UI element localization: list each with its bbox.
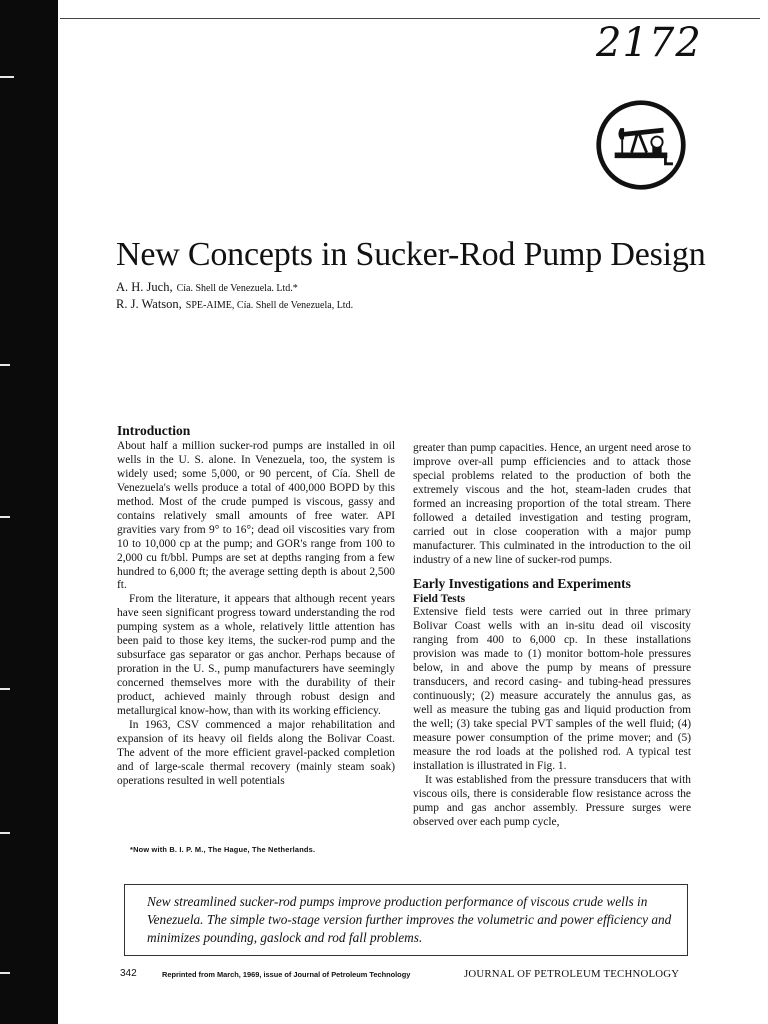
section-heading: Introduction (117, 423, 191, 438)
top-rule (60, 18, 760, 19)
reprint-note: Reprinted from March, 1969, issue of Journal of Petroleum Technology (162, 970, 411, 979)
scan-edge (0, 0, 58, 1024)
edge-mark (0, 972, 10, 974)
edge-mark (0, 832, 10, 834)
author-affiliation: SPE-AIME, Cía. Shell de Venezuela, Ltd. (185, 300, 354, 311)
subsection-heading: Field Tests (413, 592, 466, 605)
abstract-text: New streamlined sucker-rod pumps improve production performance of viscous crude wells in Venezuela. The simple two-stage version further improves the volumetric and power efficiency and minimizes pounding, gaslock and rod fall problems. (147, 894, 672, 945)
handwritten-number: 2172 (596, 20, 702, 66)
edge-mark (0, 76, 14, 78)
edge-mark (0, 364, 10, 366)
author-name: A. H. Juch, (116, 280, 173, 294)
journal-name: JOURNAL OF PETROLEUM TECHNOLOGY (464, 968, 680, 980)
paragraph: In 1963, CSV commenced a major rehabilitation and expansion of its heavy oil fields along the Bolivar Coast. The advent of the more efficient gravel-packed completion and of large-scale thermal recovery (mainly steam soak) operations resulted in well potentials (117, 719, 395, 787)
page-number: 342 (120, 968, 137, 979)
author-affiliation: Cía. Shell de Venezuela. Ltd.* (176, 283, 298, 294)
paragraph: It was established from the pressure transducers that with viscous oils, there is considerable flow resistance across the pump and gas anchor assembly. Pressure surges were observed over each pump cycle, (413, 773, 691, 828)
paragraph: greater than pump capacities. Hence, an urgent need arose to improve over-all pump efficiencies and to attack those special problems related to the production of both the extremely viscous and the hot, steam-laden crudes that formed an increasing proportion of the total stream. There followed a detailed investigation and testing program, carried out in close cooperation with a major pump manufacturer. This culminated in the introduction to the oil industry of a new line of sucker-rod pumps. (413, 442, 691, 566)
paper-title: New Concepts in Sucker-Rod Pump Design (116, 236, 706, 273)
paragraph: From the literature, it appears that although recent years have seen significant progress toward understanding the rod pumping system as a whole, relatively little attention has been paid to those key items, the sucker-rod pump and the subsurface gas separator or gas anchor. Perhaps because of proration in the U. S., pump manufacturers have seemingly concerned themselves more with the durability of their product, achieved mainly through robust design and metallurgical know-how, than with its working efficiency. (117, 593, 395, 718)
abstract-box (124, 884, 688, 956)
right-column (413, 442, 691, 830)
author-line (116, 280, 298, 295)
author-name: R. J. Watson, (116, 297, 182, 311)
pumpjack-seal-icon (594, 98, 688, 192)
edge-mark (0, 516, 10, 518)
left-column (117, 424, 395, 789)
section-heading: Early Investigations and Experiments (413, 575, 631, 591)
paragraph: About half a million sucker-rod pumps are installed in oil wells in the U. S. alone. In Venezuela, too, the system is widely used; some 5,000, or 90 percent, of Cía. Shell de Venezuela's wells produce a total of 400,000 BOPD by this method. Most of the crude pumped is viscous, gassy and contains relatively small amounts of free water. API gravities vary from 9° to 16°; dead oil viscosities vary from 10 to 10,000 cp at the pump; and GOR's range from 100 to 2,000 cu ft/bbl. Pumps are set at depths ranging from a few hundred to 6,000 ft; the average setting depth is about 2,500 ft. (117, 439, 395, 592)
edge-mark (0, 688, 10, 690)
footnote: *Now with B. I. P. M., The Hague, The Netherlands. (130, 845, 316, 854)
author-line (116, 297, 353, 312)
paragraph: Extensive field tests were carried out in three primary Bolivar Coast wells with an in-situ dead oil viscosity ranging from 400 to 6,000 cp. In these installations provision was made to (1) monitor bottom-hole pressures below, in and above the pump by means of pressure transducers, and record casing- and tubing-head pressures continuously; (2) measure accurately the annulus gas, as well as measure the tubing gas and liquid production from the well; (3) take special PVT samples of the well fluid; (4) measure power consumption of the prime mover; and (5) measure the rod loads at the polished rod. A typical test installation is illustrated in Fig. 1. (413, 606, 691, 772)
